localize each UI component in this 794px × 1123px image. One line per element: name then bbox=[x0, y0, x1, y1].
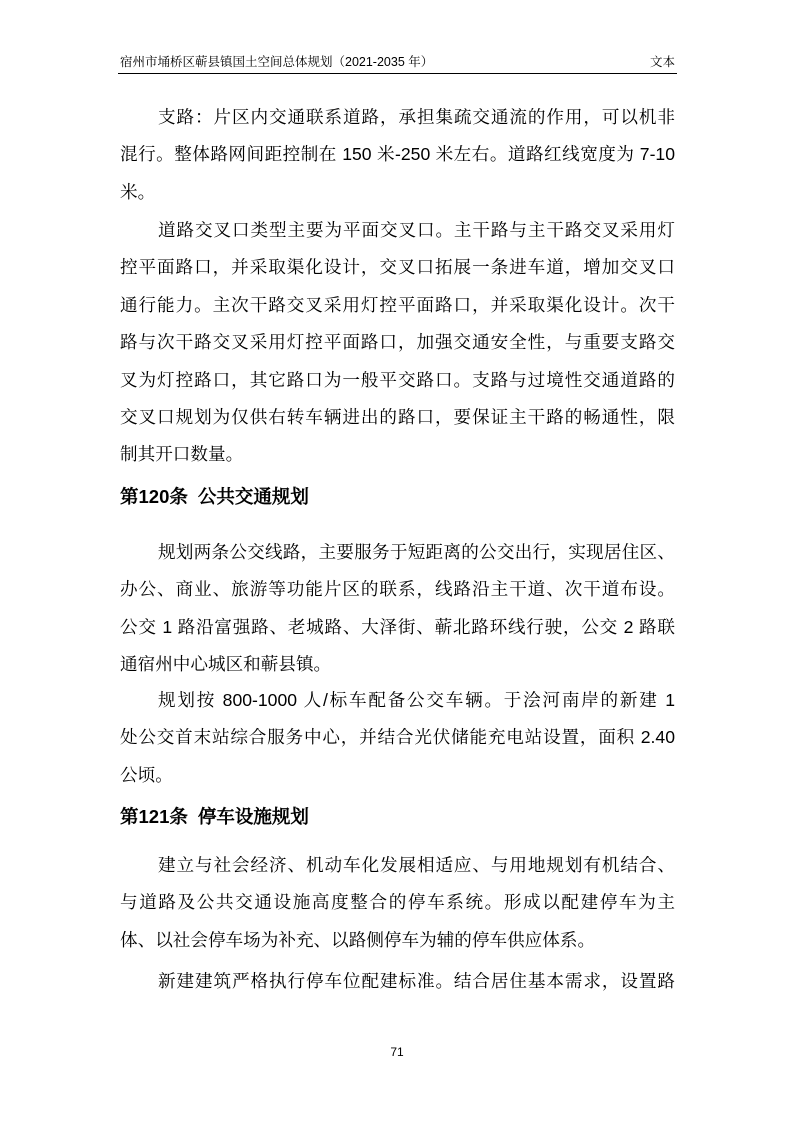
text-line: 米。 bbox=[120, 181, 156, 202]
article-number: 第120条 bbox=[120, 486, 188, 507]
text-line: 办公、商业、旅游等功能片区的联系，线路沿主干道、次干道布设。 bbox=[120, 579, 675, 600]
article-title: 公共交通规划 bbox=[197, 486, 309, 507]
text-line: 制其开口数量。 bbox=[120, 444, 244, 465]
running-header-title: 宿州市埇桥区蕲县镇国土空间总体规划（2021-2035 年） bbox=[120, 55, 434, 69]
text-line: 处公交首末站综合服务中心，并结合光伏储能充电站设置，面积 2.40 bbox=[120, 727, 675, 748]
text-line: 叉为灯控路口，其它路口为一般平交路口。支路与过境性交通道路的 bbox=[120, 369, 675, 390]
text-line: 支路：片区内交通联系道路，承担集疏交通流的作用，可以机非 bbox=[158, 107, 675, 127]
paragraph-parking-system bbox=[120, 847, 675, 959]
paragraph-intersections bbox=[120, 212, 675, 474]
article-heading-120 bbox=[120, 478, 675, 516]
text-line: 公交 1 路沿富强路、老城路、大泽街、蕲北路环线行驶，公交 2 路联 bbox=[120, 616, 675, 637]
article-heading-121 bbox=[120, 798, 675, 836]
text-line: 路与次干路交叉采用灯控平面路口，加强交通安全性，与重要支路交 bbox=[120, 332, 675, 353]
text-line: 规划两条公交线路，主要服务于短距离的公交出行，实现居住区、 bbox=[158, 542, 675, 562]
text-line: 体、以社会停车场为补充、以路侧停车为辅的停车供应体系。 bbox=[120, 929, 596, 950]
paragraph-branch-roads bbox=[120, 99, 675, 211]
text-line: 新建建筑严格执行停车位配建标准。结合居住基本需求，设置路 bbox=[158, 971, 675, 991]
text-line: 公顷。 bbox=[120, 764, 173, 785]
header-divider bbox=[118, 73, 677, 74]
article-number: 第121条 bbox=[120, 806, 188, 827]
text-line: 混行。整体路网间距控制在 150 米-250 米左右。道路红线宽度为 7-10 bbox=[120, 144, 675, 165]
text-line: 控平面路口，并采取渠化设计，交叉口拓展一条进车道，增加交叉口 bbox=[120, 257, 675, 278]
page-number: 71 bbox=[390, 1045, 404, 1059]
paragraph-bus-fleet bbox=[120, 682, 675, 794]
text-line: 建立与社会经济、机动车化发展相适应、与用地规划有机结合、 bbox=[158, 855, 675, 875]
paragraph-bus-routes bbox=[120, 534, 675, 684]
text-line: 交叉口规划为仅供右转车辆进出的路口，要保证主干路的畅通性，限 bbox=[120, 406, 675, 427]
paragraph-parking-standards bbox=[120, 963, 675, 1000]
text-line: 规划按 800-1000 人/标车配备公交车辆。于浍河南岸的新建 1 bbox=[158, 690, 675, 710]
article-title: 停车设施规划 bbox=[197, 806, 309, 827]
text-line: 与道路及公共交通设施高度整合的停车系统。形成以配建停车为主 bbox=[120, 892, 675, 913]
text-line: 通行能力。主次干路交叉采用灯控平面路口，并采取渠化设计。次干 bbox=[120, 294, 675, 315]
text-line: 通宿州中心城区和蕲县镇。 bbox=[120, 654, 332, 675]
running-header-doc-type: 文本 bbox=[649, 55, 675, 69]
text-line: 道路交叉口类型主要为平面交叉口。主干路与主干路交叉采用灯 bbox=[158, 220, 675, 240]
